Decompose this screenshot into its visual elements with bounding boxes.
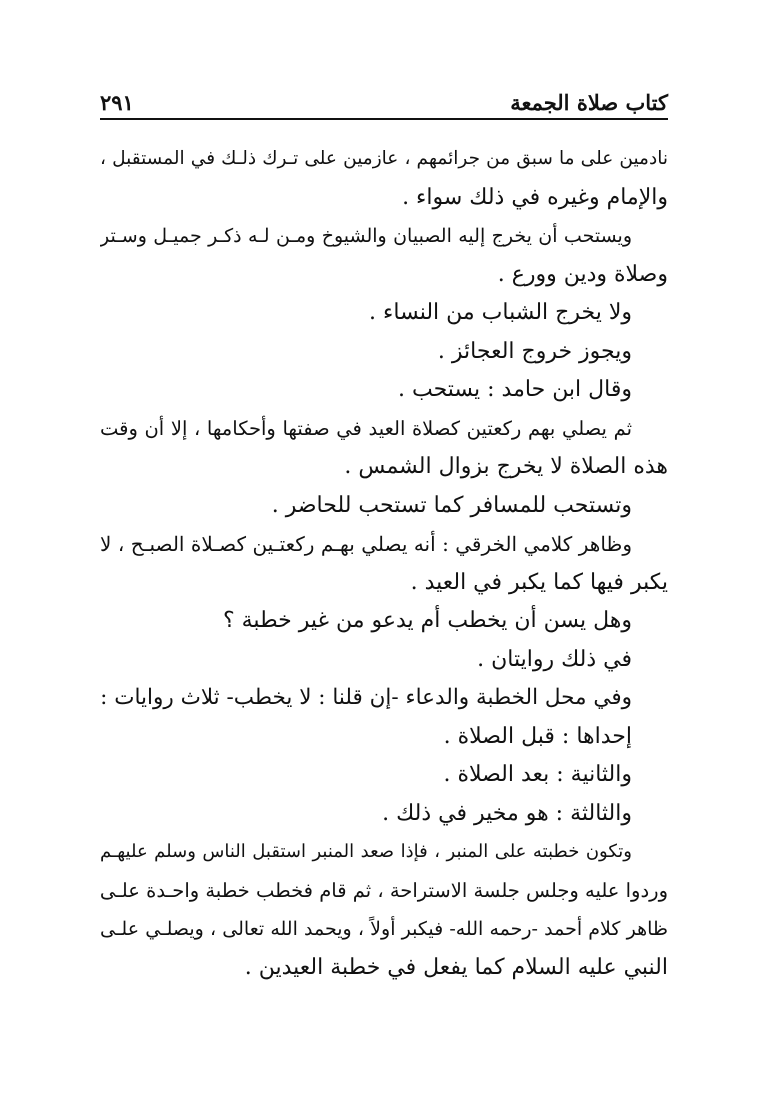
text-line: وتكون خطبته على المنبر ، فإذا صعد المنبر استقبل الناس وسلم عليهـم — [100, 841, 632, 862]
text-line: وفي محل الخطبة والدعاء -إن قلنا : لا يخطب- ثلاث روايات : — [100, 685, 632, 710]
text-line: وقال ابن حامد : يستحب . — [397, 377, 632, 402]
text-line: ثم يصلي بهم ركعتين كصلاة العيد في صفتها وأحكامها ، إلا أن وقت — [100, 416, 632, 440]
text-line: ويجوز خروج العجائز . — [437, 338, 632, 364]
text-line: وصلاة ودين وورع . — [497, 261, 668, 287]
running-head — [100, 84, 668, 120]
page-number: ٢٩١ — [100, 90, 134, 115]
text-line: ولا يخرج الشباب من النساء . — [369, 300, 632, 325]
book-title: كتاب صلاة الجمعة — [510, 90, 668, 115]
text-line: والثالثة : هو مخير في ذلك . — [382, 800, 632, 826]
body-text — [100, 140, 668, 987]
text-line: وتستحب للمسافر كما تستحب للحاضر . — [271, 492, 632, 518]
text-line: وظاهر كلامي الخرقي : أنه يصلي بهـم ركعتـين كصـلاة الصبـح ، لا — [100, 532, 632, 556]
text-line: ويستحب أن يخرج إليه الصبيان والشيوخ ومـن لـه ذكـر جميـل وسـتر — [100, 225, 632, 247]
text-line: يكبر فيها كما يكبر في العيد . — [410, 569, 668, 595]
text-line: في ذلك روايتان . — [477, 646, 632, 672]
text-line: هذه الصلاة لا يخرج بزوال الشمس . — [344, 454, 668, 479]
text-line: نادمين على ما سبق من جرائمهم ، عازمين على تـرك ذلـك في المستقبل ، — [100, 148, 668, 169]
text-line: ظاهر كلام أحمد -رحمه الله- فيكبر أولاً ، ويحمد الله تعالى ، ويصلـي علـى — [100, 918, 668, 940]
text-line: إحداها : قبل الصلاة . — [443, 723, 632, 749]
text-line: وردوا عليه وجلس جلسة الاستراحة ، ثم قام فخطب خطبة واحـدة علـى — [100, 878, 668, 902]
text-line: النبي عليه السلام كما يفعل في خطبة العيدين . — [244, 954, 668, 980]
text-line: والإمام وغيره في ذلك سواء . — [402, 184, 668, 210]
text-line: والثانية : بعد الصلاة . — [443, 762, 632, 787]
text-line: وهل يسن أن يخطب أم يدعو من غير خطبة ؟ — [222, 608, 632, 633]
